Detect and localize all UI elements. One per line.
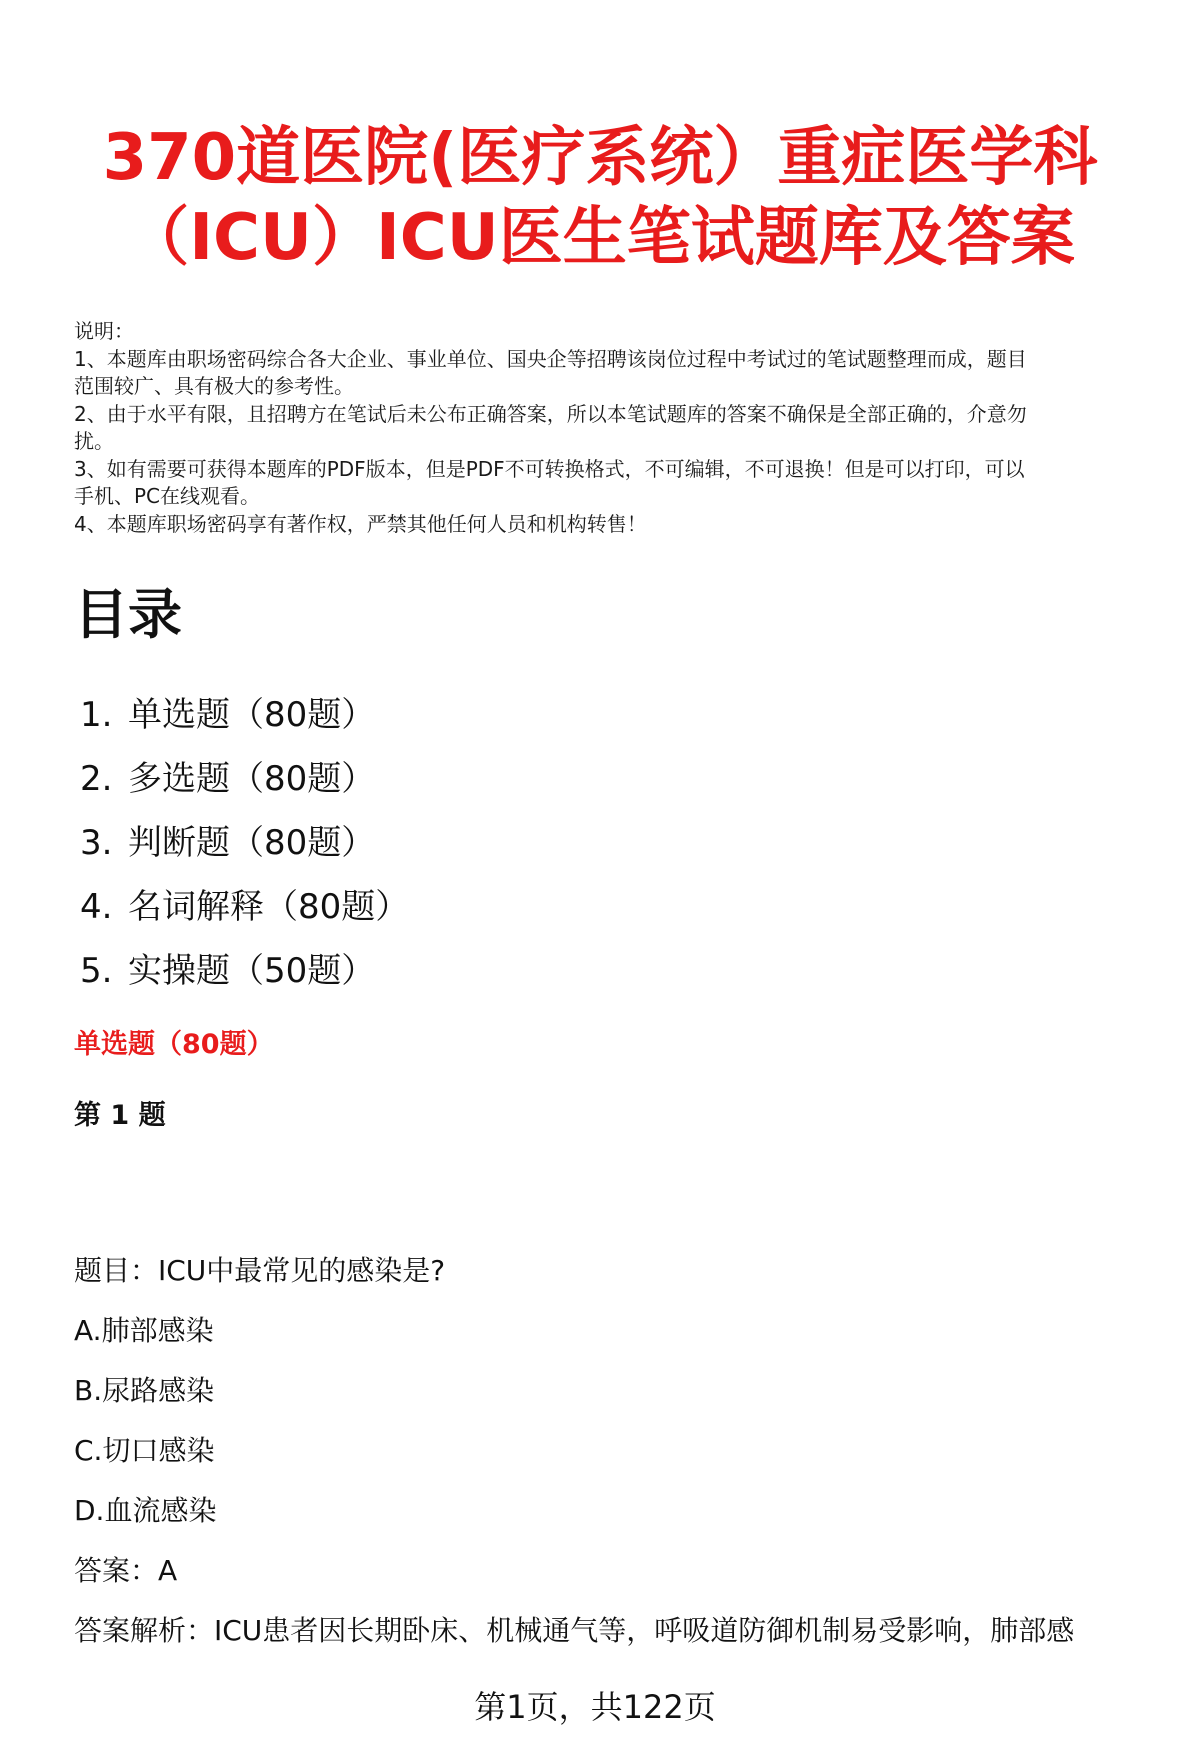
question-explanation: 答案解析：ICU患者因长期卧床、机械通气等，呼吸道防御机制易受影响，肺部感 [74, 1614, 1075, 1647]
toc-item-number: 3. [80, 823, 113, 863]
question-option: D.血流感染 [74, 1494, 217, 1527]
toc-item-number: 2. [80, 759, 113, 799]
section-title: 单选题（80题） [74, 1029, 274, 1060]
toc-item-label: 实操题（50题） [128, 951, 376, 991]
toc-item-label: 单选题（80题） [128, 695, 376, 735]
question-answer: 答案：A [74, 1554, 178, 1587]
question-option: A.肺部感染 [74, 1314, 214, 1347]
question-option: B.尿路感染 [74, 1374, 215, 1407]
toc-item-number: 5. [80, 951, 113, 991]
toc-item-number: 1. [80, 695, 113, 735]
notes-line: 3、如有需要可获得本题库的PDF版本，但是PDF不可转换格式，不可编辑，不可退换！但是可以打印，可以 [74, 456, 1025, 481]
toc-item-label: 多选题（80题） [128, 759, 376, 799]
notes-line: 1、本题库由职场密码综合各大企业、事业单位、国央企等招聘该岗位过程中考试过的笔试题整理而成，题目 [74, 346, 1027, 371]
notes-line: 手机、PC在线观看。 [74, 484, 261, 508]
question-stem: 题目：ICU中最常见的感染是? [74, 1254, 446, 1287]
table-of-contents [80, 683, 409, 1003]
toc-heading: 目录 [74, 583, 182, 646]
toc-item-label: 判断题（80题） [128, 823, 376, 863]
notes-line: 4、本题库职场密码享有著作权，严禁其他任何人员和机构转售！ [74, 511, 647, 536]
question-number: 第 1 题 [74, 1100, 166, 1131]
notes-block [74, 318, 1154, 538]
page-footer: 第1页，共122页 [474, 1688, 716, 1726]
notes-line: 范围较广、具有极大的参考性。 [74, 374, 354, 398]
document-title [60, 118, 1140, 278]
notes-line: 2、由于水平有限，且招聘方在笔试后未公布正确答案，所以本笔试题库的答案不确保是全部正确的，介意勿 [74, 401, 1027, 426]
toc-item[interactable] [80, 747, 409, 811]
notes-line: 扰。 [74, 429, 114, 453]
toc-item[interactable] [80, 875, 409, 939]
toc-item-number: 4. [80, 887, 113, 927]
notes-heading: 说明： [74, 319, 134, 343]
title-line-2: （ICU）ICU医生笔试题库及答案 [125, 201, 1075, 275]
toc-item[interactable] [80, 811, 409, 875]
toc-item[interactable] [80, 683, 409, 747]
question-option: C.切口感染 [74, 1434, 215, 1467]
toc-item[interactable] [80, 939, 409, 1003]
toc-item-label: 名词解释（80题） [128, 887, 410, 927]
title-line-1: 370道医院(医疗系统）重症医学科 [102, 121, 1098, 195]
question-block [74, 1241, 1154, 1661]
